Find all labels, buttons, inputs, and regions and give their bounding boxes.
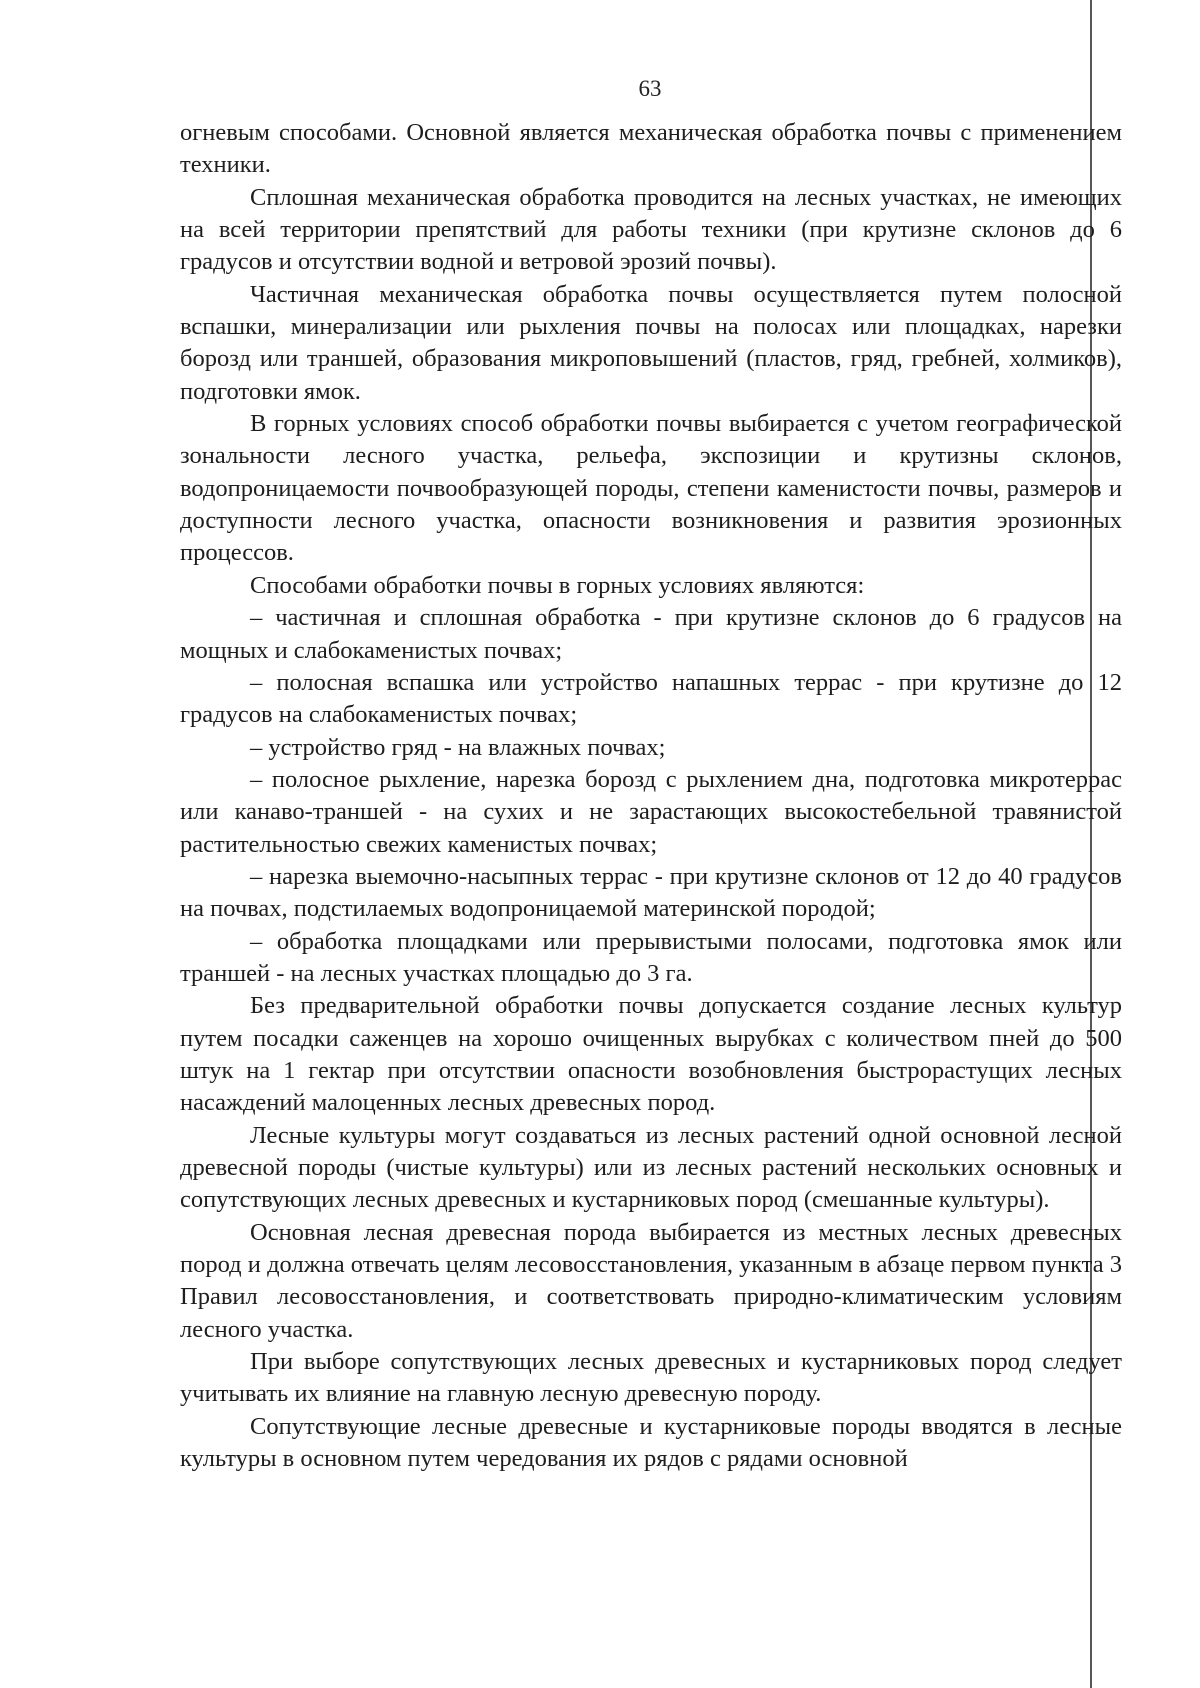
list-item: – устройство гряд - на влажных почвах; [250,733,666,761]
paragraph: Способами обработки почвы в горных условиях являются: [250,571,865,599]
list-item: – частичная и сплошная обработка - при крутизне склонов до 6 градусов на мощных и слабокаменистых почвах; [180,604,1122,664]
list-item: – нарезка выемочно-насыпных террас - при крутизне склонов от 12 до 40 градусов на почвах, подстилаемых водопроницаемой материнской породой; [180,862,1122,923]
paragraph: Основная лесная древесная порода выбирается из местных лесных древесных пород и должна отвечать целям лесовосстановления, указанным в абзаце первом пункта 3 Правил лесовосстановления, и соответствовать природно-климатическим условиям лесного участка. [180,1218,1122,1343]
paragraph: Без предварительной обработки почвы допускается создание лесных культур путем посадки саженцев на хорошо очищенных вырубках с количеством пней до 500 штук на 1 гектар при отсутствии опасности возобновления быстрорастущих лесных насаждений малоценных лесных древесных пород. [180,992,1122,1117]
list-item: – полосное рыхление, нарезка борозд с рыхлением дна, подготовка микротеррас или канаво-траншей - на сухих и не зарастающих высокостебельной травянистой растительностью свежих каменистых почвах; [180,765,1122,858]
paragraph: Частичная механическая обработка почвы осуществляется путем полосной вспашки, минерализации или рыхления почвы на полосах или площадках, нарезки борозд или траншей, образования микроповышений (пластов, гряд, гребней, холмиков), подготовки ямок. [180,280,1122,405]
paragraph: При выборе сопутствующих лесных древесных и кустарниковых пород следует учитывать их влияние на главную лесную древесную породу. [180,1348,1122,1408]
list-item: – полосная вспашка или устройство напашных террас - при крутизне до 12 градусов на слабокаменистых почвах; [180,668,1122,729]
paragraph: В горных условиях способ обработки почвы выбирается с учетом географической зональности лесного участка, рельефа, экспозиции и крутизны склонов, водопроницаемости почвообразующей породы, степени каменистости почвы, размеров и доступности лесного участка, опасности возникновения и развития эрозионных процессов. [180,410,1122,567]
paragraph: огневым способами. Основной является механическая обработка почвы с применением техники. [180,119,1122,179]
page-number: 63 [638,76,662,101]
paragraph: Сопутствующие лесные древесные и кустарниковые породы вводятся в лесные культуры в основном путем чередования их рядов с рядами основной [180,1412,1122,1473]
paragraph: Лесные культуры могут создаваться из лесных растений одной основной лесной древесной породы (чистые культуры) или из лесных растений нескольких основных и сопутствующих лесных древесных и кустарниковых пород (смешанные культуры). [180,1121,1122,1214]
body-text [180,117,1122,1475]
list-item: – обработка площадками или прерывистыми полосами, подготовка ямок или траншей - на лесных участках площадью до 3 га. [180,927,1122,987]
paragraph: Сплошная механическая обработка проводится на лесных участках, не имеющих на всей территории препятствий для работы техники (при крутизне склонов до 6 градусов и отсутствии водной и ветровой эрозий почвы). [180,183,1122,276]
